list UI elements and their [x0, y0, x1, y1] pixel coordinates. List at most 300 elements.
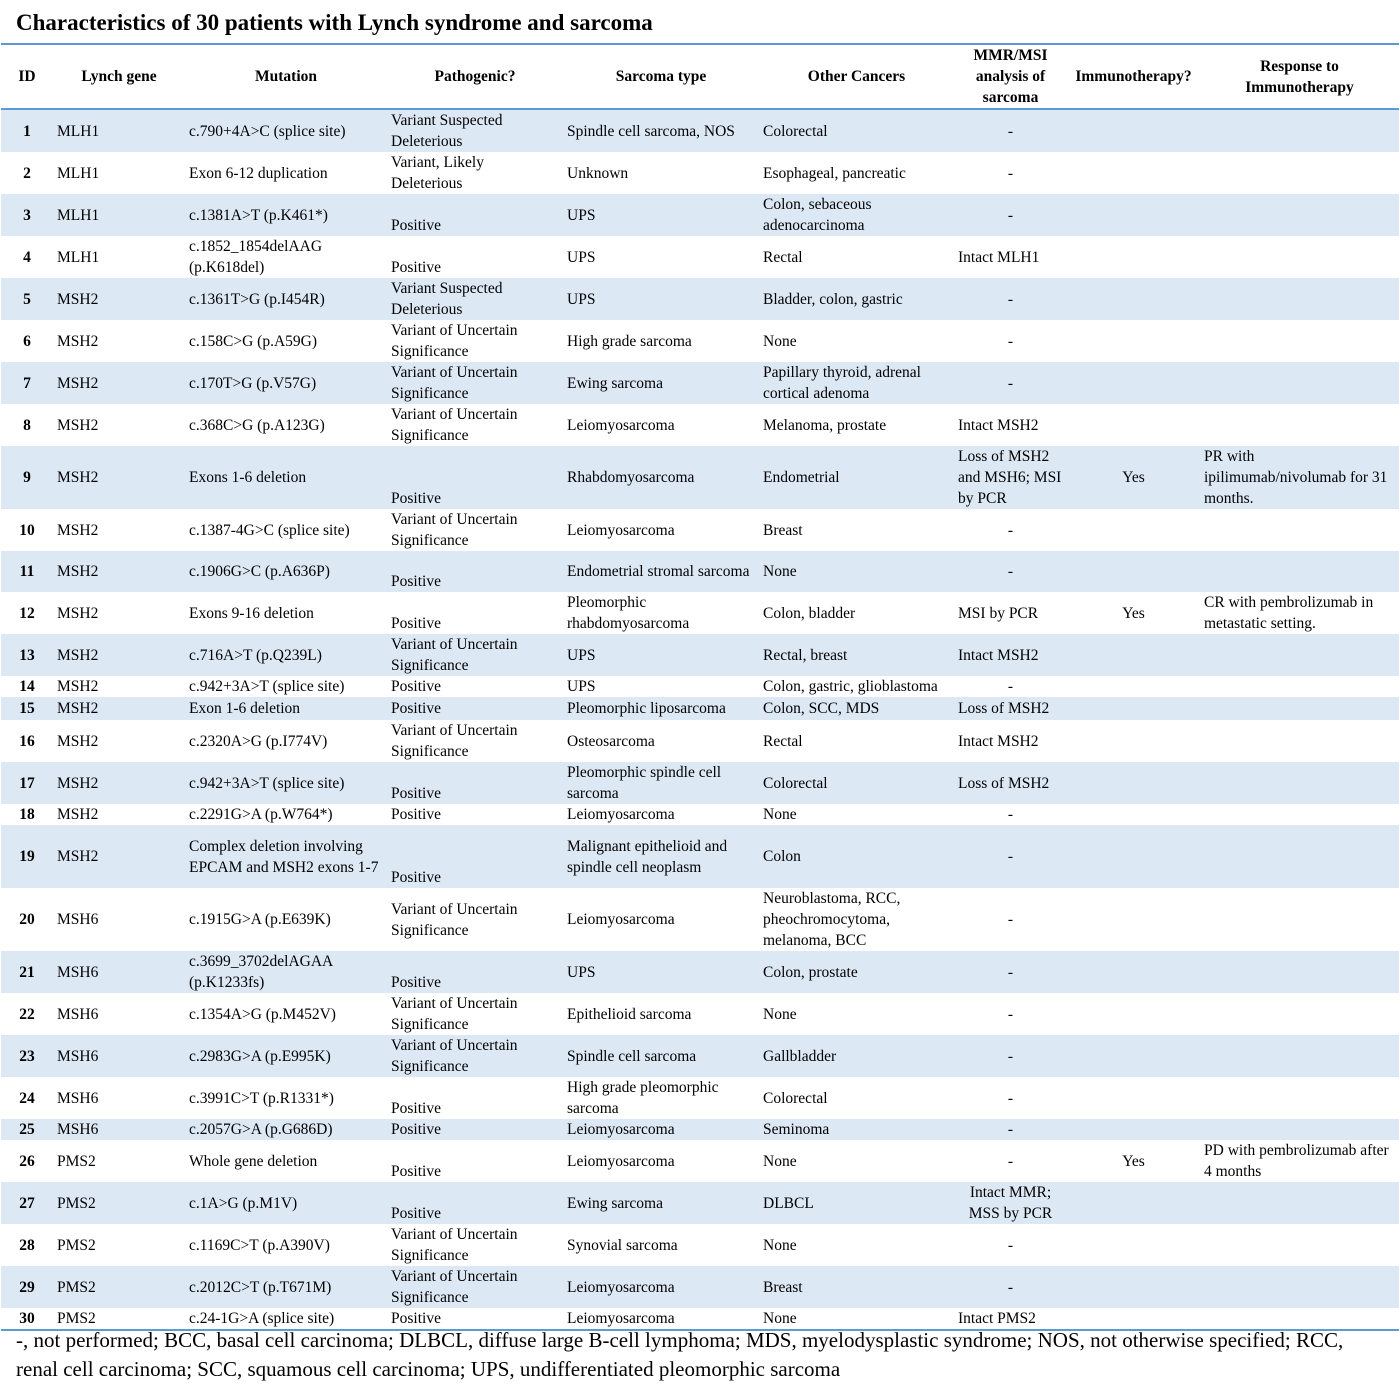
- table-row: [1, 320, 1399, 362]
- cell-pathogenic: Positive: [387, 1119, 563, 1140]
- cell-immunotherapy: [1067, 1077, 1200, 1119]
- cell-pathogenic: Positive: [387, 762, 563, 804]
- cell-sarcoma-type: UPS: [567, 678, 596, 695]
- cell-response: [1200, 634, 1399, 676]
- cell-id: 19: [1, 825, 53, 888]
- cell-response: [1200, 993, 1399, 1035]
- cell-id: 2: [23, 164, 31, 182]
- cell-immunotherapy: [1067, 993, 1200, 1035]
- table-row: [1, 1077, 1399, 1119]
- table-row: [1, 152, 1399, 194]
- cell-lynch-gene: MSH2: [53, 446, 185, 509]
- cell-mutation: Exon 6-12 duplication: [189, 164, 328, 182]
- cell-mmr-msi: -: [1007, 806, 1014, 823]
- cell-other-cancers: Colon, sebaceous adenocarcinoma: [759, 194, 954, 236]
- cell-sarcoma-type: Osteosarcoma: [567, 732, 655, 750]
- cell-immunotherapy: Yes: [1122, 604, 1145, 622]
- cell-id: 7: [1, 362, 53, 404]
- cell-mmr-msi: Intact MLH1: [958, 248, 1040, 266]
- cell-id: 3: [1, 194, 53, 236]
- table-row: [1, 993, 1399, 1035]
- cell-response: [1200, 825, 1399, 888]
- cell-lynch-gene: MLH1: [57, 248, 100, 266]
- cell-pathogenic: Positive: [391, 806, 441, 823]
- cell-immunotherapy: [1067, 551, 1200, 592]
- cell-mmr-msi: -: [954, 362, 1067, 404]
- cell-mutation: c.942+3A>T (splice site): [185, 762, 387, 804]
- cell-mmr-msi: Loss of MSH2: [954, 762, 1067, 804]
- cell-sarcoma-type: Pleomorphic spindle cell sarcoma: [563, 762, 759, 804]
- cell-sarcoma-type: Epithelioid sarcoma: [567, 1005, 692, 1023]
- cell-mutation: c.1906G>C (p.A636P): [185, 551, 387, 592]
- cell-sarcoma-type: Pleomorphic rhabdomyosarcoma: [567, 594, 690, 632]
- cell-sarcoma-type: UPS: [563, 951, 759, 993]
- cell-sarcoma-type: Endometrial stromal sarcoma: [563, 551, 759, 592]
- cell-lynch-gene: PMS2: [53, 1182, 185, 1224]
- cell-sarcoma-type: Synovial sarcoma: [567, 1236, 678, 1254]
- table-row: [1, 697, 1399, 720]
- cell-lynch-gene: MSH2: [53, 634, 185, 676]
- cell-sarcoma-type: UPS: [563, 194, 759, 236]
- cell-immunotherapy: [1067, 1182, 1200, 1224]
- cell-mutation: c.1387-4G>C (splice site): [189, 521, 350, 539]
- cell-mutation: c.2983G>A (p.E995K): [185, 1035, 387, 1077]
- cell-mmr-msi: -: [954, 1119, 1067, 1140]
- cell-other-cancers: Colorectal: [759, 109, 954, 152]
- table-row: [1, 1266, 1399, 1308]
- cell-id: 29: [1, 1266, 53, 1308]
- cell-other-cancers: Colon, SCC, MDS: [759, 697, 954, 720]
- cell-id: 1: [1, 109, 53, 152]
- cell-lynch-gene: MSH6: [57, 1005, 99, 1023]
- cell-mutation: c.24-1G>A (splice site): [185, 1308, 387, 1330]
- table-row: [1, 551, 1399, 592]
- cell-response: [1200, 320, 1399, 362]
- header-id: ID: [1, 44, 53, 109]
- cell-response: [1200, 1035, 1399, 1077]
- table-row: [1, 676, 1399, 697]
- table-row: [1, 446, 1399, 509]
- cell-response: [1200, 278, 1399, 320]
- cell-other-cancers: Breast: [759, 1266, 954, 1308]
- cell-id: 13: [1, 634, 53, 676]
- cell-lynch-gene: MSH2: [57, 732, 99, 750]
- cell-sarcoma-type: Pleomorphic liposarcoma: [563, 697, 759, 720]
- cell-lynch-gene: MLH1: [53, 194, 185, 236]
- cell-pathogenic: Positive: [387, 697, 563, 720]
- cell-id: 28: [19, 1236, 35, 1254]
- cell-response: [1200, 551, 1399, 592]
- cell-pathogenic: Variant of Uncertain Significance: [387, 362, 563, 404]
- cell-immunotherapy: [1067, 825, 1200, 888]
- cell-sarcoma-type: UPS: [563, 278, 759, 320]
- cell-immunotherapy: [1067, 697, 1200, 720]
- cell-id: 10: [19, 521, 35, 539]
- cell-id: 15: [1, 697, 53, 720]
- cell-mutation: c.1A>G (p.M1V): [185, 1182, 387, 1224]
- table-row: [1, 825, 1399, 888]
- cell-sarcoma-type: Leiomyosarcoma: [567, 1152, 675, 1170]
- table-row: [1, 236, 1399, 278]
- table-row: [1, 1182, 1399, 1224]
- cell-lynch-gene: MSH2: [53, 697, 185, 720]
- table-row: [1, 362, 1399, 404]
- cell-mutation: c.2320A>G (p.I774V): [189, 732, 328, 750]
- cell-pathogenic: Variant of Uncertain Significance: [391, 406, 518, 444]
- cell-id: 30: [1, 1308, 53, 1330]
- cell-response: [1200, 804, 1399, 825]
- cell-response: PD with pembrolizumab after 4 months: [1204, 1142, 1389, 1180]
- cell-mutation: c.1915G>A (p.E639K): [189, 911, 331, 928]
- cell-immunotherapy: [1067, 236, 1200, 278]
- cell-lynch-gene: MSH6: [57, 1089, 99, 1107]
- cell-sarcoma-type: Leiomyosarcoma: [567, 911, 675, 928]
- cell-other-cancers: Neuroblastoma, RCC, pheochromocytoma, melanoma, BCC: [763, 890, 901, 949]
- cell-mmr-msi: -: [954, 951, 1067, 993]
- cell-mutation: Exons 1-6 deletion: [185, 446, 387, 509]
- header-sarcoma-type: Sarcoma type: [563, 44, 759, 109]
- cell-lynch-gene: MSH2: [53, 762, 185, 804]
- table-row: [1, 1224, 1399, 1266]
- cell-mmr-msi: Loss of MSH2 and MSH6; MSI by PCR: [954, 446, 1067, 509]
- table-row: [1, 888, 1399, 951]
- header-pathogenic: Pathogenic?: [387, 44, 563, 109]
- cell-mutation: Exon 1-6 deletion: [185, 697, 387, 720]
- cell-pathogenic: Variant of Uncertain Significance: [391, 1226, 518, 1264]
- cell-mmr-msi: -: [1007, 1089, 1014, 1107]
- cell-mutation: Exons 9-16 deletion: [189, 604, 314, 622]
- cell-mmr-msi: -: [954, 109, 1067, 152]
- table-row: [1, 634, 1399, 676]
- cell-mmr-msi: -: [1007, 911, 1014, 928]
- cell-immunotherapy: [1067, 1224, 1200, 1266]
- cell-response: [1200, 194, 1399, 236]
- cell-mutation: c.3991C>T (p.R1331*): [189, 1089, 334, 1107]
- cell-mmr-msi: Loss of MSH2: [954, 697, 1067, 720]
- cell-sarcoma-type: High grade pleomorphic sarcoma: [567, 1079, 719, 1117]
- cell-mutation: Complex deletion involving EPCAM and MSH2 exons 1-7: [185, 825, 387, 888]
- cell-lynch-gene: MSH6: [57, 911, 99, 928]
- cell-mutation: c.368C>G (p.A123G): [189, 416, 325, 434]
- cell-mmr-msi: Intact PMS2: [954, 1308, 1067, 1330]
- cell-sarcoma-type: Spindle cell sarcoma: [563, 1035, 759, 1077]
- cell-mmr-msi: Intact MMR; MSS by PCR: [954, 1182, 1067, 1224]
- cell-response: [1200, 762, 1399, 804]
- cell-other-cancers: Bladder, colon, gastric: [759, 278, 954, 320]
- cell-immunotherapy: [1067, 720, 1200, 762]
- cell-other-cancers: Endometrial: [759, 446, 954, 509]
- cell-immunotherapy: [1067, 278, 1200, 320]
- cell-mmr-msi: -: [954, 1266, 1067, 1308]
- header-lynch-gene: Lynch gene: [53, 44, 185, 109]
- cell-response: [1200, 109, 1399, 152]
- cell-immunotherapy: [1067, 951, 1200, 993]
- cell-pathogenic: Positive: [387, 825, 563, 888]
- cell-lynch-gene: PMS2: [53, 1308, 185, 1330]
- cell-mmr-msi: MSI by PCR: [958, 604, 1039, 622]
- cell-mutation: c.2012C>T (p.T671M): [185, 1266, 387, 1308]
- cell-pathogenic: Positive: [387, 1182, 563, 1224]
- cell-mutation: c.2291G>A (p.W764*): [189, 806, 333, 823]
- cell-mutation: c.158C>G (p.A59G): [189, 332, 317, 350]
- cell-pathogenic: Positive: [387, 446, 563, 509]
- cell-other-cancers: None: [759, 551, 954, 592]
- table-row: [1, 951, 1399, 993]
- cell-mmr-msi: -: [954, 194, 1067, 236]
- cell-sarcoma-type: Leiomyosarcoma: [567, 806, 675, 823]
- table-row: [1, 509, 1399, 551]
- cell-other-cancers: None: [763, 332, 797, 350]
- cell-response: PR with ipilimumab/nivolumab for 31 months.: [1200, 446, 1399, 509]
- cell-pathogenic: Variant of Uncertain Significance: [391, 322, 518, 360]
- cell-id: 25: [1, 1119, 53, 1140]
- cell-lynch-gene: MSH2: [57, 806, 99, 823]
- cell-other-cancers: Rectal: [763, 732, 803, 750]
- table-row: [1, 1140, 1399, 1182]
- cell-sarcoma-type: UPS: [563, 634, 759, 676]
- cell-other-cancers: Esophageal, pancreatic: [763, 164, 906, 182]
- cell-mutation: Whole gene deletion: [189, 1152, 318, 1170]
- cell-lynch-gene: MSH2: [57, 521, 99, 539]
- cell-other-cancers: None: [763, 1005, 797, 1023]
- cell-other-cancers: Colorectal: [763, 1089, 828, 1107]
- cell-id: 4: [23, 248, 31, 266]
- cell-response: [1200, 1224, 1399, 1266]
- cell-pathogenic: Positive: [387, 951, 563, 993]
- cell-lynch-gene: MSH6: [53, 1035, 185, 1077]
- table-row: [1, 1119, 1399, 1140]
- cell-id: 14: [19, 678, 35, 695]
- cell-immunotherapy: [1067, 194, 1200, 236]
- footnote: -, not performed; BCC, basal cell carcinoma; DLBCL, diffuse large B-cell lymphoma; MDS, myelodysplastic syndrome; NOS, not otherwise specified; RCC, renal cell carcinoma; SCC, squamous cell carcinoma; UPS, undifferentiated pleomorphic sarcoma: [16, 1328, 1344, 1381]
- cell-pathogenic: Positive: [387, 551, 563, 592]
- cell-sarcoma-type: Spindle cell sarcoma, NOS: [563, 109, 759, 152]
- cell-sarcoma-type: Unknown: [567, 164, 629, 182]
- cell-response: [1200, 697, 1399, 720]
- cell-response: [1200, 1266, 1399, 1308]
- cell-id: 21: [1, 951, 53, 993]
- cell-sarcoma-type: Leiomyosarcoma: [567, 416, 675, 434]
- cell-response: [1200, 236, 1399, 278]
- cell-sarcoma-type: High grade sarcoma: [567, 332, 692, 350]
- cell-response: [1200, 152, 1399, 194]
- cell-lynch-gene: MSH2: [53, 278, 185, 320]
- cell-sarcoma-type: Rhabdomyosarcoma: [563, 446, 759, 509]
- cell-sarcoma-type: Leiomyosarcoma: [563, 1308, 759, 1330]
- cell-other-cancers: None: [759, 1308, 954, 1330]
- cell-pathogenic: Variant Suspected Deleterious: [387, 278, 563, 320]
- cell-id: 27: [1, 1182, 53, 1224]
- cell-response: [1200, 404, 1399, 446]
- table-row: [1, 762, 1399, 804]
- cell-lynch-gene: MSH2: [53, 362, 185, 404]
- header-mmr-msi: MMR/MSI analysis of sarcoma: [954, 44, 1067, 109]
- cell-pathogenic: Positive: [387, 194, 563, 236]
- cell-immunotherapy: [1067, 320, 1200, 362]
- cell-pathogenic: Variant of Uncertain Significance: [387, 1035, 563, 1077]
- cell-other-cancers: Colon, bladder: [763, 604, 856, 622]
- cell-other-cancers: Colon, prostate: [759, 951, 954, 993]
- cell-mutation: c.790+4A>C (splice site): [185, 109, 387, 152]
- cell-lynch-gene: MSH2: [57, 416, 99, 434]
- cell-lynch-gene: MSH2: [53, 551, 185, 592]
- cell-id: 11: [1, 551, 53, 592]
- cell-mmr-msi: -: [954, 1035, 1067, 1077]
- cell-response: [1200, 720, 1399, 762]
- cell-mmr-msi: Intact MSH2: [954, 634, 1067, 676]
- cell-pathogenic: Variant of Uncertain Significance: [391, 900, 518, 939]
- cell-other-cancers: Colorectal: [759, 762, 954, 804]
- cell-immunotherapy: [1067, 109, 1200, 152]
- cell-other-cancers: Breast: [763, 521, 803, 539]
- cell-mmr-msi: -: [954, 551, 1067, 592]
- header-other-cancers: Other Cancers: [759, 44, 954, 109]
- cell-immunotherapy: [1067, 362, 1200, 404]
- cell-mmr-msi: Intact MSH2: [958, 732, 1039, 750]
- cell-lynch-gene: MSH2: [57, 604, 99, 622]
- cell-mutation: c.1361T>G (p.I454R): [185, 278, 387, 320]
- cell-mmr-msi: -: [1007, 164, 1014, 182]
- table-row: [1, 592, 1399, 634]
- cell-response: [1200, 362, 1399, 404]
- patient-table: [1, 43, 1399, 1331]
- cell-mutation: c.3699_3702delAGAA (p.K1233fs): [185, 951, 387, 993]
- cell-mutation: c.2057G>A (p.G686D): [185, 1119, 387, 1140]
- cell-immunotherapy: [1067, 676, 1200, 697]
- cell-response: [1200, 1182, 1399, 1224]
- cell-mutation: c.942+3A>T (splice site): [189, 678, 345, 695]
- cell-mmr-msi: -: [1007, 678, 1014, 695]
- cell-immunotherapy: [1067, 509, 1200, 551]
- cell-mutation: c.1381A>T (p.K461*): [185, 194, 387, 236]
- header-mutation: Mutation: [185, 44, 387, 109]
- cell-pathogenic: Variant of Uncertain Significance: [391, 722, 518, 760]
- cell-immunotherapy: [1067, 634, 1200, 676]
- cell-id: 24: [19, 1089, 35, 1107]
- cell-lynch-gene: PMS2: [57, 1236, 96, 1254]
- cell-response: [1200, 1119, 1399, 1140]
- cell-mutation: c.170T>G (p.V57G): [185, 362, 387, 404]
- cell-sarcoma-type: Leiomyosarcoma: [563, 1119, 759, 1140]
- cell-lynch-gene: MSH2: [57, 678, 99, 695]
- cell-mutation: c.716A>T (p.Q239L): [185, 634, 387, 676]
- cell-pathogenic: Variant Suspected Deleterious: [387, 109, 563, 152]
- cell-lynch-gene: MLH1: [53, 109, 185, 152]
- cell-lynch-gene: MSH2: [53, 825, 185, 888]
- cell-immunotherapy: [1067, 152, 1200, 194]
- cell-immunotherapy: [1067, 1119, 1200, 1140]
- cell-pathogenic: Variant of Uncertain Significance: [387, 634, 563, 676]
- cell-id: 26: [19, 1152, 35, 1170]
- cell-id: 8: [23, 416, 31, 434]
- cell-pathogenic: Variant of Uncertain Significance: [391, 995, 518, 1033]
- cell-id: 18: [19, 806, 35, 823]
- cell-pathogenic: Positive: [391, 1100, 441, 1117]
- cell-lynch-gene: MSH6: [53, 1119, 185, 1140]
- table-row: [1, 720, 1399, 762]
- cell-pathogenic: Positive: [387, 1308, 563, 1330]
- cell-lynch-gene: PMS2: [57, 1152, 96, 1170]
- cell-id: 9: [1, 446, 53, 509]
- cell-response: [1200, 951, 1399, 993]
- cell-mmr-msi: Intact MSH2: [958, 416, 1039, 434]
- cell-pathogenic: Variant of Uncertain Significance: [391, 511, 518, 549]
- cell-mmr-msi: -: [954, 825, 1067, 888]
- cell-other-cancers: None: [763, 1152, 797, 1170]
- cell-lynch-gene: MLH1: [57, 164, 100, 182]
- cell-pathogenic: Positive: [391, 615, 441, 632]
- table-title: Characteristics of 30 patients with Lynch syndrome and sarcoma: [16, 10, 653, 35]
- cell-mmr-msi: -: [1007, 332, 1014, 350]
- table-row: [1, 1035, 1399, 1077]
- header-response: Response to Immunotherapy: [1200, 44, 1399, 109]
- cell-response: [1200, 509, 1399, 551]
- cell-lynch-gene: MSH2: [57, 332, 99, 350]
- cell-id: 22: [19, 1005, 35, 1023]
- cell-id: 23: [1, 1035, 53, 1077]
- cell-sarcoma-type: Leiomyosarcoma: [567, 521, 675, 539]
- cell-immunotherapy: Yes: [1122, 1152, 1145, 1170]
- cell-other-cancers: Gallbladder: [759, 1035, 954, 1077]
- cell-response: CR with pembrolizumab in metastatic setting.: [1204, 594, 1374, 632]
- cell-other-cancers: None: [763, 806, 797, 823]
- cell-pathogenic: Positive: [391, 259, 441, 276]
- cell-id: 17: [1, 762, 53, 804]
- cell-mmr-msi: -: [1007, 1152, 1014, 1170]
- cell-mutation: c.1169C>T (p.A390V): [189, 1236, 330, 1254]
- cell-sarcoma-type: Malignant epithelioid and spindle cell neoplasm: [563, 825, 759, 888]
- table-row: [1, 109, 1399, 152]
- cell-other-cancers: Rectal, breast: [759, 634, 954, 676]
- cell-sarcoma-type: Ewing sarcoma: [563, 1182, 759, 1224]
- table-row: [1, 404, 1399, 446]
- cell-immunotherapy: [1067, 804, 1200, 825]
- cell-mmr-msi: -: [954, 278, 1067, 320]
- cell-pathogenic: Positive: [391, 1163, 441, 1180]
- cell-id: 12: [19, 604, 35, 622]
- cell-sarcoma-type: Leiomyosarcoma: [563, 1266, 759, 1308]
- cell-immunotherapy: [1067, 1266, 1200, 1308]
- cell-other-cancers: Melanoma, prostate: [763, 416, 887, 434]
- cell-other-cancers: Rectal: [763, 248, 803, 266]
- table-row: [1, 278, 1399, 320]
- cell-response: [1200, 1077, 1399, 1119]
- cell-mmr-msi: -: [1007, 1005, 1014, 1023]
- cell-mmr-msi: -: [1007, 521, 1014, 539]
- header-row: [1, 44, 1399, 109]
- cell-response: [1200, 888, 1399, 951]
- cell-sarcoma-type: UPS: [567, 248, 596, 266]
- table-row: [1, 804, 1399, 825]
- header-immunotherapy: Immunotherapy?: [1067, 44, 1200, 109]
- cell-id: 20: [19, 911, 35, 928]
- cell-sarcoma-type: Ewing sarcoma: [563, 362, 759, 404]
- cell-mutation: c.1852_1854delAAG (p.K618del): [189, 238, 323, 276]
- cell-lynch-gene: MSH6: [53, 951, 185, 993]
- cell-immunotherapy: [1067, 404, 1200, 446]
- cell-mutation: c.1354A>G (p.M452V): [189, 1005, 336, 1023]
- cell-other-cancers: Seminoma: [759, 1119, 954, 1140]
- cell-other-cancers: DLBCL: [759, 1182, 954, 1224]
- cell-pathogenic: Variant of Uncertain Significance: [387, 1266, 563, 1308]
- table-row: [1, 194, 1399, 236]
- cell-id: 6: [23, 332, 31, 350]
- cell-id: 5: [1, 278, 53, 320]
- cell-other-cancers: Papillary thyroid, adrenal cortical adenoma: [759, 362, 954, 404]
- cell-pathogenic: Positive: [391, 678, 441, 695]
- cell-response: [1200, 676, 1399, 697]
- cell-immunotherapy: [1067, 762, 1200, 804]
